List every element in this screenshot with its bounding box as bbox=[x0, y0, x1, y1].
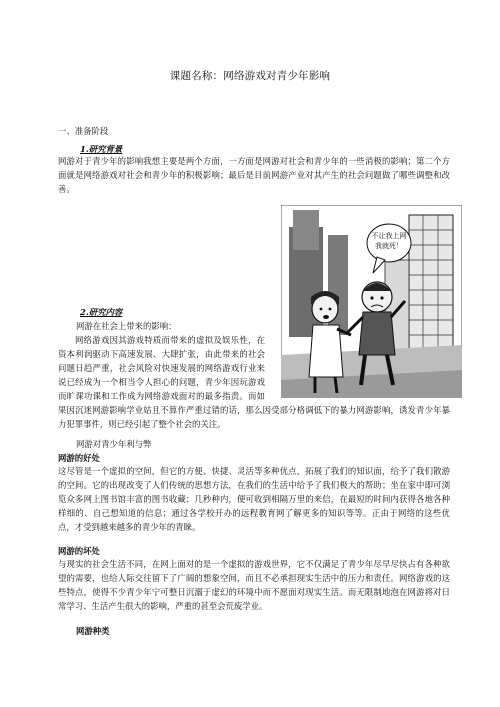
subsection-heading-content: 2.研究内容 bbox=[80, 307, 123, 317]
game-types-label: 网游种类 bbox=[76, 626, 110, 636]
speech-bubble-text-line2: 我就死！ bbox=[375, 242, 403, 250]
pros-cons-label: 网游对青少年利与弊 bbox=[76, 439, 152, 449]
document-title: 课题名称：网络游戏对青少年影响 bbox=[169, 70, 331, 82]
section-heading: 一、准备阶段 bbox=[58, 126, 109, 136]
benefits-label: 网游的好处 bbox=[58, 453, 100, 463]
drawbacks-label: 网游的坏处 bbox=[58, 546, 100, 556]
subsection-heading-background: 1.研究背景 bbox=[80, 144, 123, 154]
speech-bubble-text-line1: 不让我上网 bbox=[371, 232, 407, 240]
drawbacks-paragraph: 与现实的社会生活不同，在网上面对的是一个虚拟的游戏世界，它不仅满足了青少年尽早尽快占有各种欲望的需要，也给人际交往留下了广阔的想象空间，而且不必承担现实生活中的压力和责任。网络游戏的这些特点，使得不少青少年宁可整日沉溺于虚幻的环境中而不愿面对现实生活。而无限制地泡在网游将对日常学习、生活产生很大的影响，严重的甚至会荒废学业。 bbox=[58, 559, 450, 611]
impact-paragraph-text: 网络游戏因其游戏特质而带来的虚拟及娱乐性，在资本利润驱动下高速发展、大肆扩张，由此带来的社会问题日趋严重，社会风险对快速发展的网络游戏行业来说已经成为一个相当令人担心的问题，青少年因玩游戏而旷课功课和工作成为网络游戏面对的最多指责。而如果因沉迷网游影响学业姑且不算作严重过错的话，那么因受部分格调低下的暴力网游影响，诱发青少年暴力犯罪事件，则已经引起了整个社会的关注。 bbox=[58, 335, 450, 429]
background-paragraph: 网游对于青少年的影响我想主要是两个方面，一方面是网游对社会和青少年的一些消极的影响；第二个方面就是网络游戏对社会和青少年的积极影响；最后是目前网游产业对其产生的社会问题做了哪些调整和改善。 bbox=[58, 156, 450, 194]
impact-label: 网游在社会上带来的影响： bbox=[76, 321, 177, 331]
benefits-paragraph: 这尽管是一个虚拟的空间，但它的方便、快捷、灵活等多种优点，拓展了我们的知识面，给予了我们散游的空间。它的出现改变了人们传统的思想方法，在我们的生活中给予了我们极大的帮助；坐在家中即可浏览众多网上图书馆丰富的图书收藏；几秒种内，便可收到相隔万里的来信，在最短的时间内获得各地各种样细的、自己想知道的信息；通过各学校开办的远程教育网了解更多的知识等等。正由于网络的这些优点，才受到越来越多的青少年的青睐。 bbox=[58, 466, 450, 532]
impact-paragraph bbox=[58, 333, 450, 431]
